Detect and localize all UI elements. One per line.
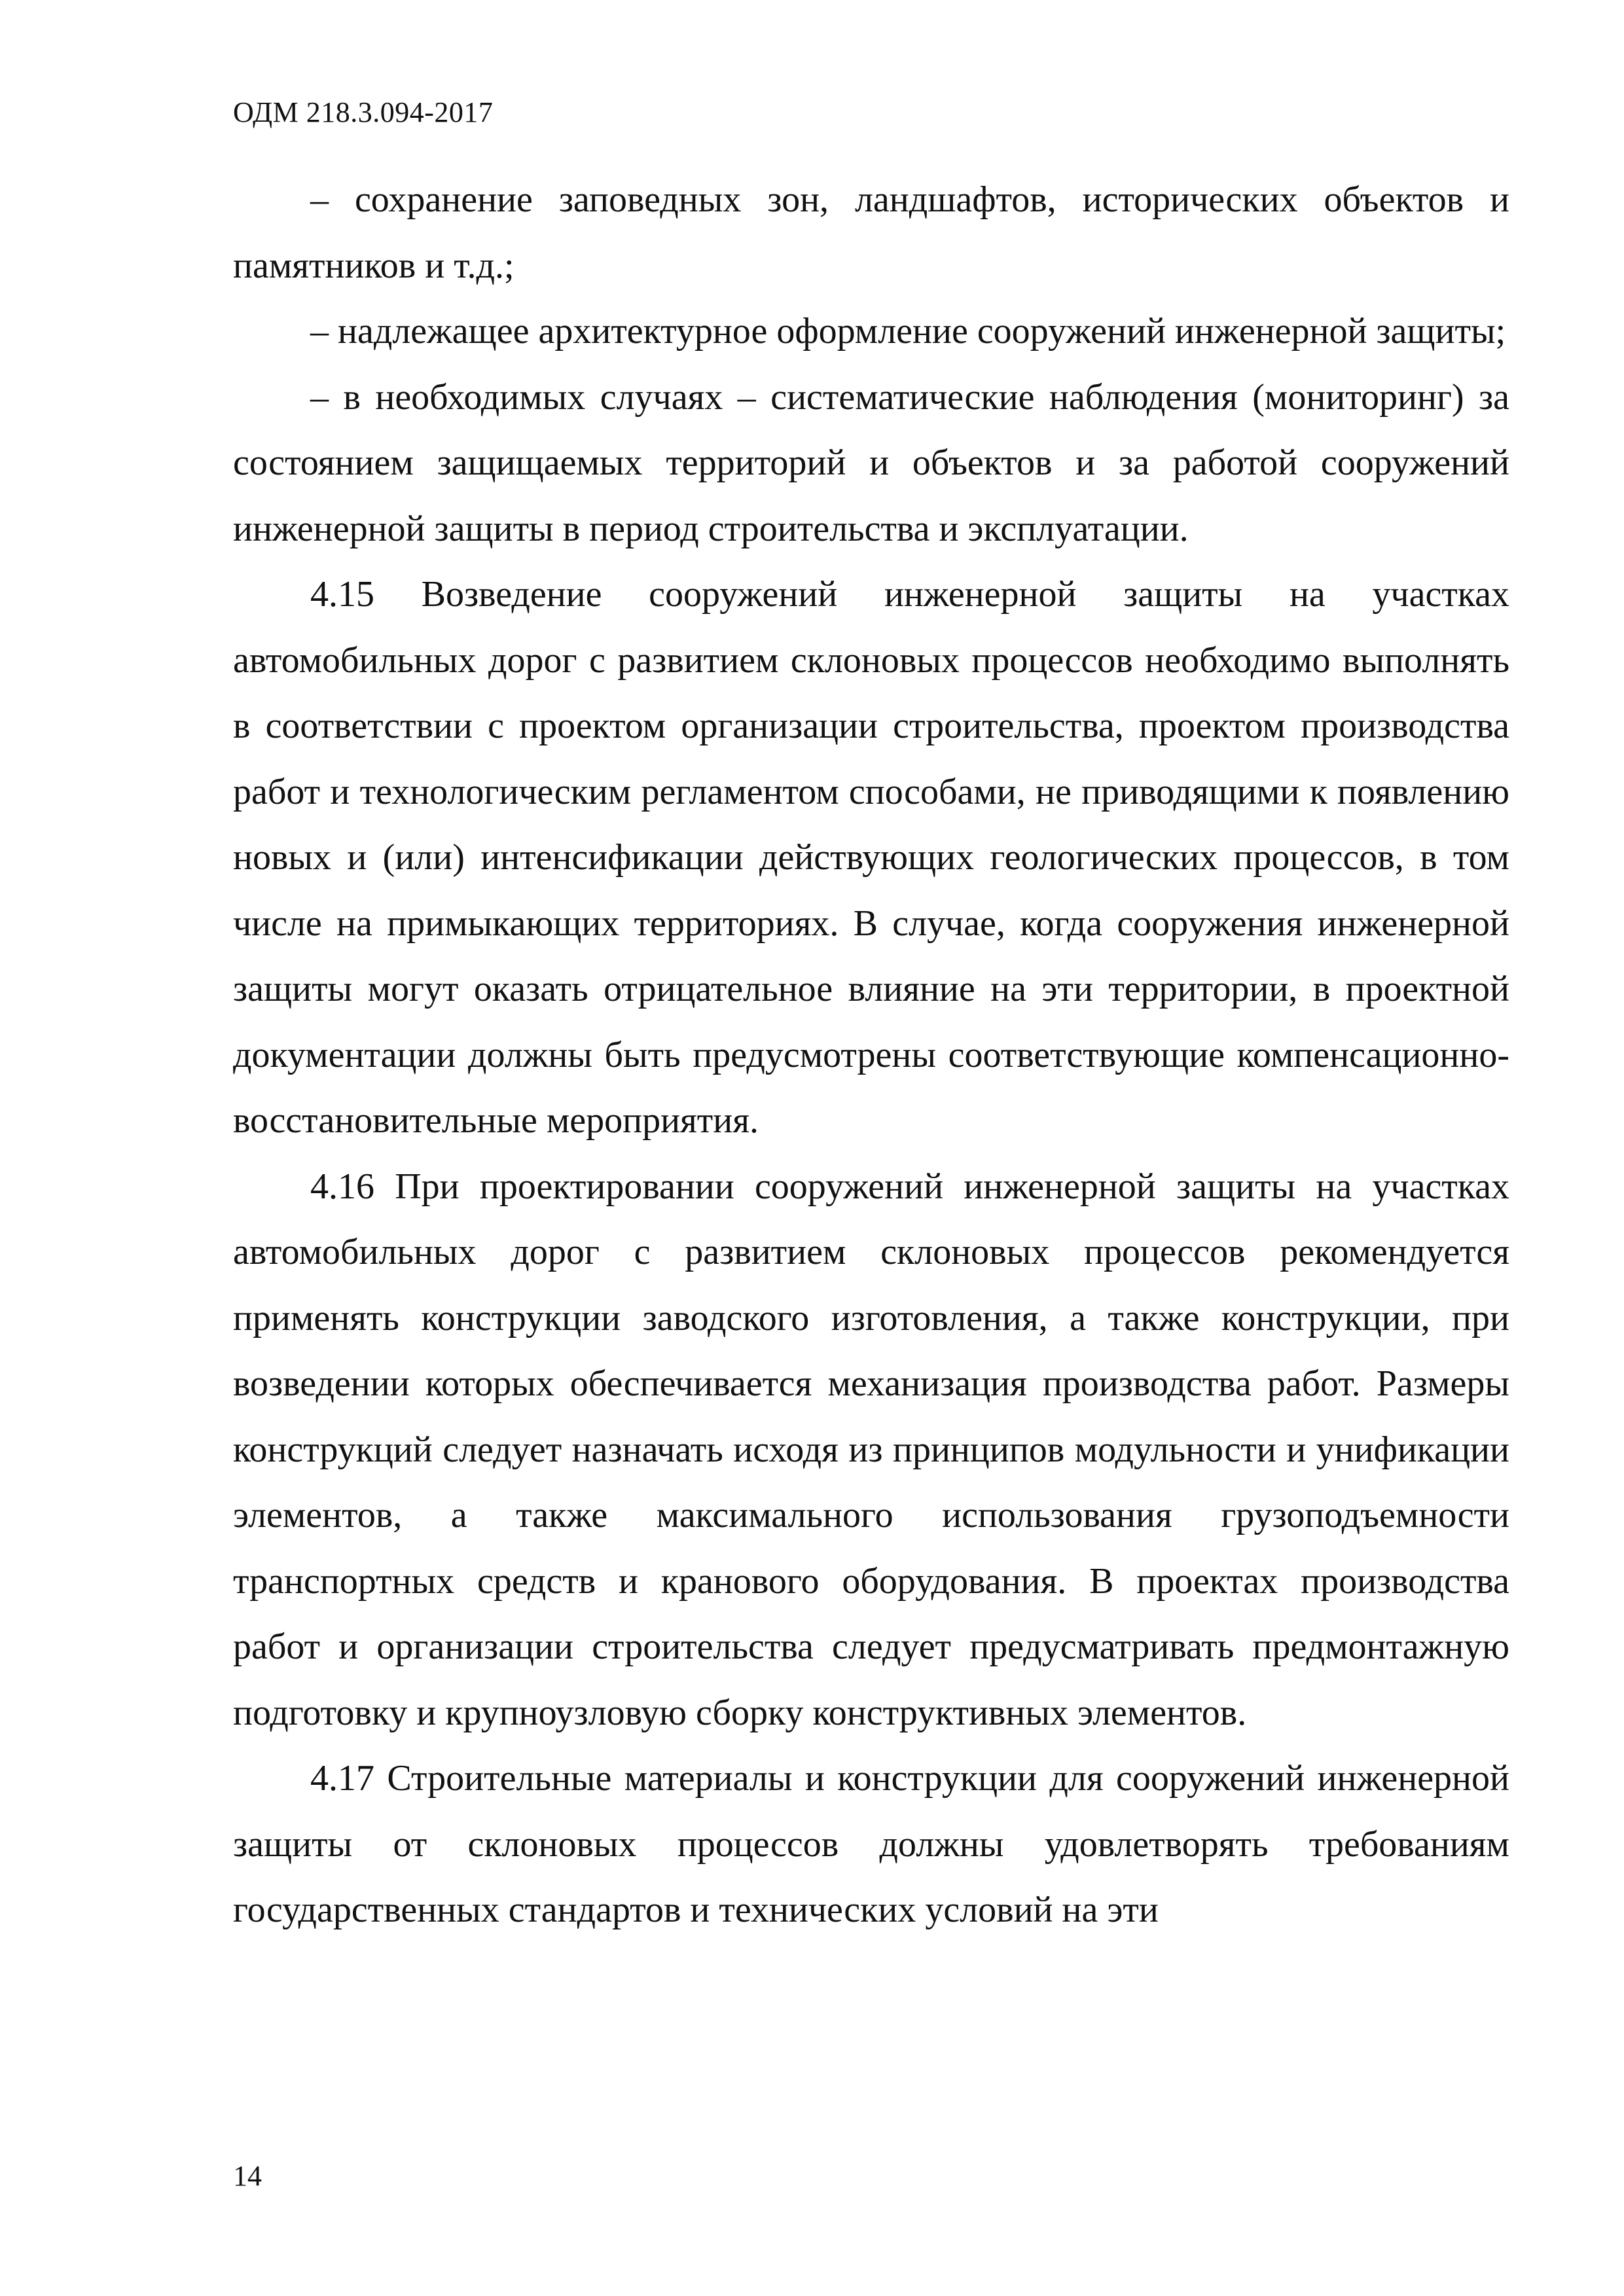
page-number: 14 [233, 2160, 262, 2192]
paragraph-bullet-preservation: – сохранение заповедных зон, ландшафтов, исторических объектов и памятников и т.д.; [233, 179, 1509, 286]
paragraph-4-15: 4.15 Возведение сооружений инженерной защиты на участках автомобильных дорог с развитием склоновых процессов необходимо выполнять в соответствии с проектом организации строительства, проектом производства работ и технологическим регламентом способами, не приводящими к появлению новых и (или) интенсификации действующих геологических процессов, в том числе на примыкающих территориях. В случае, когда сооружения инженерной защиты могут оказать отрицательное влияние на эти территории, в проектной документации должны быть предусмотрены соответствующие компенсационно-восстановительные мероприятия. [233, 574, 1509, 1141]
paragraph-4-17: 4.17 Строительные материалы и конструкции для сооружений инженерной защиты от склоновых процессов должны удовлетворять требованиям государственных стандартов и технических условий на эти [233, 1758, 1509, 1930]
paragraph-bullet-architecture: – надлежащее архитектурное оформление сооружений инженерной защиты; [310, 311, 1506, 351]
page-body [233, 167, 1509, 1943]
paragraph-4-16: 4.16 При проектировании сооружений инженерной защиты на участках автомобильных дорог с развитием склоновых процессов рекомендуется применять конструкции заводского изготовления, а также конструкции, при возведении которых обеспечивается механизация производства работ. Размеры конструкций следует назначать исходя из принципов модульности и унификации элементов, а также максимального использования грузоподъемности транспортных средств и кранового оборудования. В проектах производства работ и организации строительства следует предусматривать предмонтажную подготовку и крупноузловую сборку конструктивных элементов. [233, 1166, 1509, 1733]
document-code-header: ОДМ 218.3.094-2017 [233, 96, 494, 128]
paragraph-bullet-monitoring: – в необходимых случаях – систематические наблюдения (мониторинг) за состоянием защищаемых территорий и объектов и за работой сооружений инженерной защиты в период строительства и эксплуатации. [233, 376, 1509, 549]
